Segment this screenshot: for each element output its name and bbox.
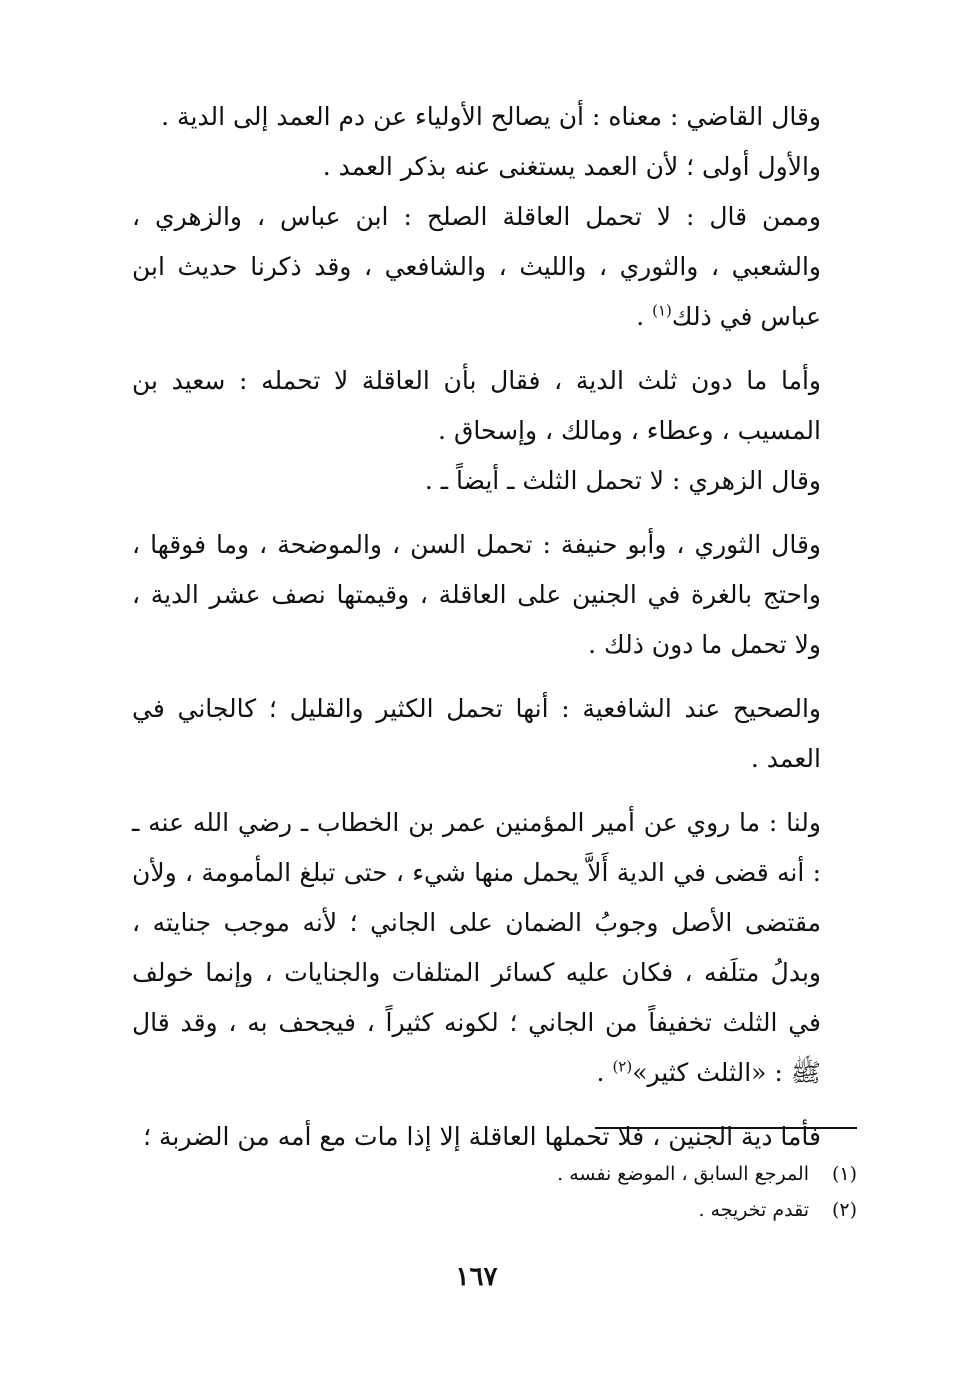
footnote-text: المرجع السابق ، الموضع نفسه . [557,1163,809,1185]
footnote-divider [595,1127,857,1129]
paragraph: والأول أولى ؛ لأن العمد يستغنى عنه بذكر العمد . [322,152,821,181]
paragraph: ولنا : ما روي عن أمير المؤمنين عمر بن الخطاب ـ رضي الله عنه ـ : أنه قضى في الدية أَلاَّ يحمل منها شيء ، حتى تبلغ المأمومة ، ولأن مقتضى الأصل وجوبُ الضمان على الجاني ؛ لأنه موجب جنايته ، وبدلُ متلَفه ، فكان عليه كسائر المتلفات والجنايات ، وإنما خولف في الثلث تخفيفاً من الجاني ؛ لكونه كثيراً ، فيجحف به ، وقد قال ﷺ : «الثلث كثير»$^{(٢)}$ . [132,808,821,1087]
footnote-number: (٢) [831,1199,857,1221]
footnotes [132,1156,857,1228]
paragraph: وممن قال : لا تحمل العاقلة الصلح : ابن عباس ، والزهري ، والشعبي ، والثوري ، والليث ، والشافعي ، وقد ذكرنا حديث ابن عباس في ذلك$^{(١)}$ . [132,202,821,331]
paragraph: وقال القاضي : معناه : أن يصالح الأولياء عن دم العمد إلى الدية . [161,102,821,131]
footnote [132,1192,857,1228]
paragraph: فأما دية الجنين ، فلا تحملها العاقلة إلا إذا مات مع أمه من الضربة ؛ [143,1122,821,1151]
main-text [132,92,821,1162]
paragraph: والصحيح عند الشافعية : أنها تحمل الكثير والقليل ؛ كالجاني في العمد . [132,694,821,773]
footnote [132,1156,857,1192]
footnote-ref: (١) [652,301,672,320]
paragraph: وقال الزهري : لا تحمل الثلث ـ أيضاً ـ . [424,466,821,495]
paragraph: وأما ما دون ثلث الدية ، فقال بأن العاقلة لا تحمله : سعيد بن المسيب ، وعطاء ، ومالك ، وإسحاق . [132,366,821,445]
paragraph: وقال الثوري ، وأبو حنيفة : تحمل السن ، والموضحة ، وما فوقها ، واحتج بالغرة في الجنين على العاقلة ، وقيمتها نصف عشر الدية ، ولا تحمل ما دون ذلك . [132,530,821,659]
page-number: ١٦٧ [455,1262,498,1292]
footnote-text: تقدم تخريجه . [698,1199,809,1221]
footnote-number: (١) [831,1163,857,1185]
footnote-ref: (٢) [612,1057,633,1076]
